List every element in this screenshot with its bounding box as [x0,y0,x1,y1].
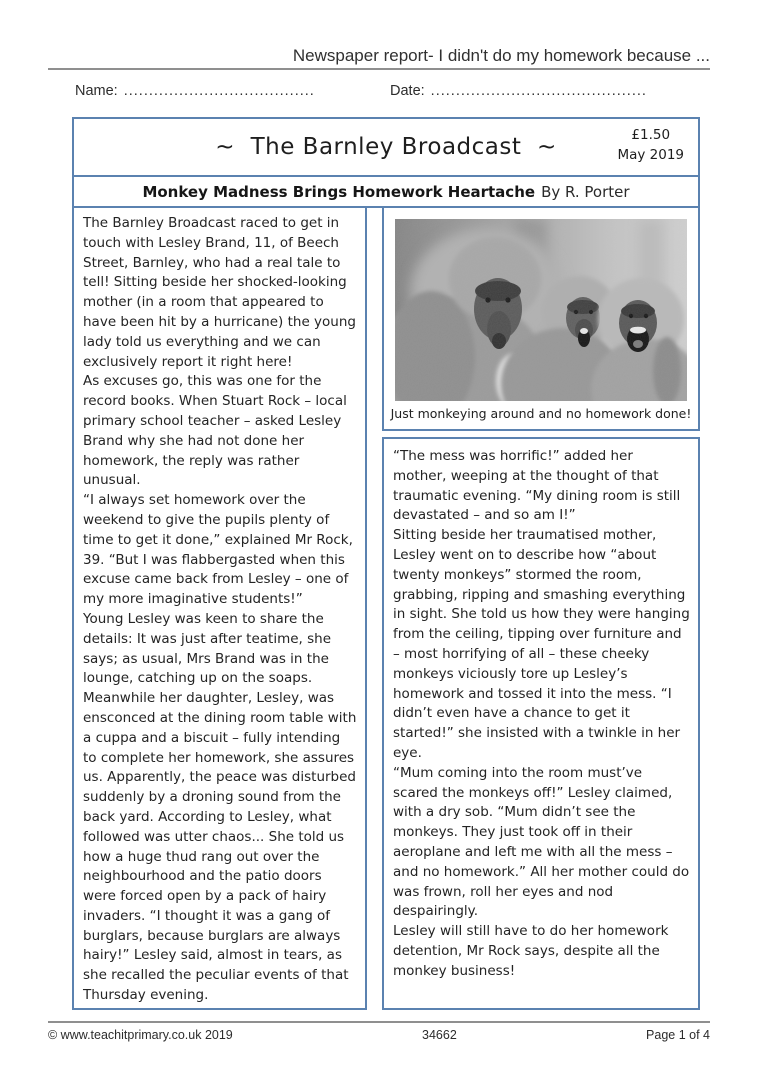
paragraph: As excuses go, this was one for the record books. When Stuart Rock – local primary school teacher – asked Lesley Brand why she had not done her homework, the reply was rather unusual. [83,373,347,489]
masthead-row [72,117,700,177]
article-right-side [382,208,700,1010]
page-footer [48,1028,710,1042]
price-date-block [617,126,684,165]
newspaper-title: ~ The Barnley Broadcast ~ [215,134,557,160]
date-entry-line[interactable]: ........................................... [430,83,647,99]
photo-caption: Just monkeying around and no homework done! [390,406,692,421]
footer-rule [48,1021,710,1023]
paragraph: Sitting beside her traumatised mother, Lesley went on to describe how “about twenty monkeys” stormed the room, grabbing, ripping and smashing everything in sight. She told us how they were hanging from the ceiling, tipping over furniture and – most horrifying of all – these cheeky monkeys viciously tore up Lesley’s homework and tossed it into the mess. “I didn’t even have a chance to get it started!” she insisted with a twinkle in her eye. [393,527,690,761]
paragraph: “I always set homework over the weekend to give the pupils plenty of time to get it done,” explained Mr Rock, 39. “But I was flabbergasted when this excuse came back from Lesley – one of my more imaginative students!” [83,492,353,608]
header-rule [48,68,710,70]
footer-copyright: © www.teachitprimary.co.uk 2019 [48,1028,233,1042]
monkeys-photo [395,219,687,401]
headline: Monkey Madness Brings Homework Heartache [142,182,536,201]
worksheet-title: Newspaper report- I didn't do my homework because ... [292,46,710,65]
name-field [75,83,315,99]
paragraph: “Mum coming into the room must’ve scared the monkeys off!” Lesley claimed, with a dry sob. “Mum didn’t see the monkeys. They just took off in their aeroplane and left me with all the mess – and no homework.” All her mother could do was frown, roll her eyes and nod despairingly. [393,764,690,920]
byline: By R. Porter [541,182,630,201]
price: £1.50 [631,127,671,143]
headline-row [72,177,700,208]
paragraph: Lesley will still have to do her homework detention, Mr Rock says, despite all the monkey business! [393,923,669,979]
paragraph: “The mess was horrific!” added her mother, weeping at the thought of that traumatic evening. “My dining room is still devastated – and so am I!” [393,448,681,524]
article-right-column [382,437,700,1010]
name-entry-line[interactable]: ...................................... [123,83,315,99]
footer-document-code: 34662 [422,1028,457,1042]
newspaper-article [72,117,700,1010]
paragraph: The Barnley Broadcast raced to get in touch with Lesley Brand, 11, of Beech Street, Barnley, who had a real tale to tell! Sitting beside her shocked-looking mother (in a room that appeared to have been hit by a hurricane) the young lady told us everything and we can exclusively report it right here! [83,215,356,370]
paragraph: Young Lesley was keen to share the details: It was just after teatime, she says; as usual, Mrs Brand was in the lounge, catching up on the soaps. Meanwhile her daughter, Lesley, was ensconced at the dining room table with a cuppa and a biscuit – fully intending to complete her homework, she assures us. Apparently, the peace was disturbed suddenly by a droning sound from the back yard. According to Lesley, what followed was utter chaos... She told us how a huge thud rang out over the neighbourhood and the patio doors were forced open by a pack of hairy invaders. “I thought it was a gang of burglars, because burglars are always hairy!” Lesley said, almost in tears, as she recalled the peculiar events of that Thursday evening. [83,610,357,1004]
photo-box [382,208,700,431]
name-label: Name: [75,83,118,99]
date-label: Date: [390,83,425,99]
issue-date: May 2019 [617,146,684,163]
name-date-row [0,83,768,103]
footer-page-number: Page 1 of 4 [646,1028,710,1042]
date-field [390,83,647,99]
article-columns [72,208,700,1010]
article-left-column [72,208,367,1010]
